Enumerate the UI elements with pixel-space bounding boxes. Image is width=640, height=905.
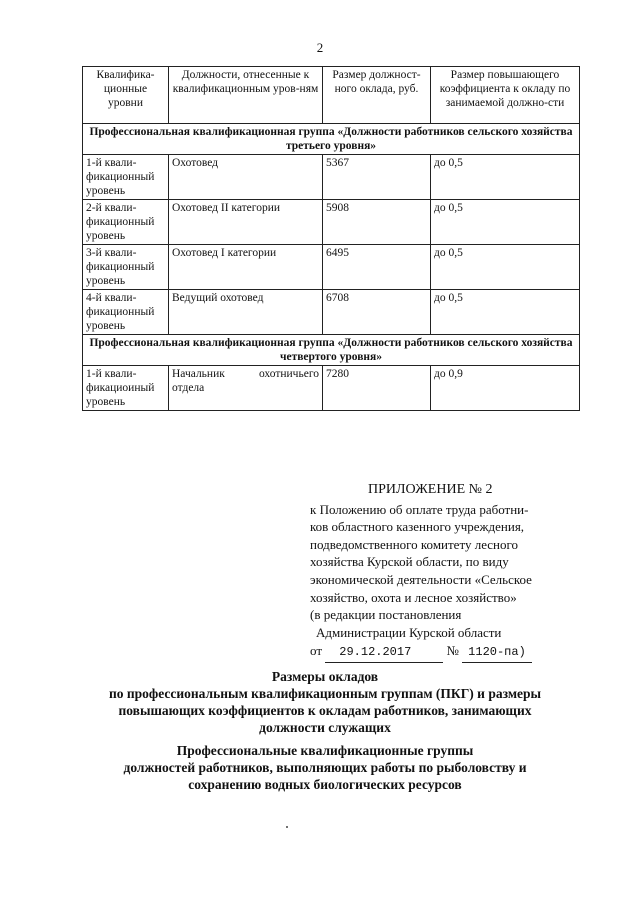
cell-level: 2-й квали-фикационный уровень: [83, 200, 169, 245]
appendix-line: ков областного казенного учреждения,: [310, 519, 525, 535]
header-salary: Размер должност-ного оклада, руб.: [323, 67, 431, 124]
heading-qualification-groups: [60, 742, 590, 793]
header-positions: Должности, отнесенные к квалификационным уров-ням: [169, 67, 323, 124]
heading-salary-sizes: [60, 668, 590, 736]
cell-level: 1-й квали-фикационный уровень: [83, 155, 169, 200]
cell-salary: 5367: [323, 155, 431, 200]
cell-position: Охотовед: [169, 155, 323, 200]
header-coefficient: Размер повышающего коэффициента к окладу по занимаемой должно-сти: [431, 67, 580, 124]
appendix-block: [310, 481, 572, 663]
page-number: 2: [316, 40, 324, 55]
group-title-row: [83, 335, 580, 366]
cell-salary: 5908: [323, 200, 431, 245]
number-label: №: [446, 643, 459, 659]
heading-line: повышающих коэффициентов к окладам работников, занимающих: [118, 703, 532, 718]
table-header-row: [83, 67, 580, 124]
appendix-title: ПРИЛОЖЕНИЕ № 2: [368, 482, 493, 497]
table-row: [83, 200, 580, 245]
salary-table: [82, 66, 580, 411]
appendix-line: подведомственного комитету лесного: [310, 536, 519, 552]
cell-position: Ведущий охотовед: [169, 290, 323, 335]
table-row: [83, 155, 580, 200]
group-title-row: [83, 124, 580, 155]
cell-coefficient: до 0,5: [431, 200, 580, 245]
cell-coefficient: до 0,5: [431, 245, 580, 290]
cell-salary: 7280: [323, 366, 431, 411]
cell-position: [169, 366, 323, 411]
heading-line: Размеры окладов: [271, 669, 379, 684]
cell-coefficient: до 0,5: [431, 155, 580, 200]
appendix-line: (в редакции постановления: [310, 607, 462, 623]
group-title-fourth-level: Профессиональная квалификационная группа «Должности работников сельского хозяйства четвертого уровня»: [83, 335, 580, 366]
cell-position-line1: Начальник охотничьего: [172, 368, 319, 380]
header-levels: Квалифика-ционные уровни: [83, 67, 169, 124]
cell-salary: 6708: [323, 290, 431, 335]
appendix-line: Администрации Курской области: [316, 624, 502, 640]
cell-salary: 6495: [323, 245, 431, 290]
from-label: от: [310, 643, 323, 659]
heading-line: Профессиональные квалификационные группы: [176, 743, 474, 758]
cell-level: 1-й квали-фикациоиный уровень: [83, 366, 169, 411]
cell-position: Охотовед II категории: [169, 200, 323, 245]
resolution-number: 1120-па): [462, 644, 532, 663]
cell-coefficient: до 0,9: [431, 366, 580, 411]
scan-speck: [286, 826, 288, 828]
table-row: [83, 290, 580, 335]
appendix-line: экономической деятельности «Сельское: [310, 571, 532, 587]
table-row: [83, 245, 580, 290]
appendix-text: [310, 501, 572, 642]
group-title-third-level: Профессиональная квалификационная группа «Должности работников сельского хозяйства третьего уровня»: [83, 124, 580, 155]
appendix-line: хозяйство, охота и лесное хозяйство»: [310, 589, 517, 605]
cell-position: Охотовед I категории: [169, 245, 323, 290]
cell-level: 3-й квали-фикационный уровень: [83, 245, 169, 290]
cell-position-line2: отдела: [172, 382, 205, 394]
cell-coefficient: до 0,5: [431, 290, 580, 335]
heading-line: должности служащих: [259, 720, 391, 735]
heading-line: сохранению водных биологических ресурсов: [188, 777, 462, 792]
heading-line: по профессиональным квалификационным группам (ПКГ) и размеры: [108, 686, 542, 701]
appendix-line: к Положению об оплате труда работни-: [310, 501, 529, 517]
heading-line: должностей работников, выполняющих работы по рыболовству и: [123, 760, 527, 775]
resolution-date: 29.12.2017: [325, 644, 443, 663]
appendix-line: хозяйства Курской области, по виду: [310, 554, 509, 570]
table-row: [83, 366, 580, 411]
cell-level: 4-й квали-фикационный уровень: [83, 290, 169, 335]
resolution-reference: [310, 642, 572, 663]
